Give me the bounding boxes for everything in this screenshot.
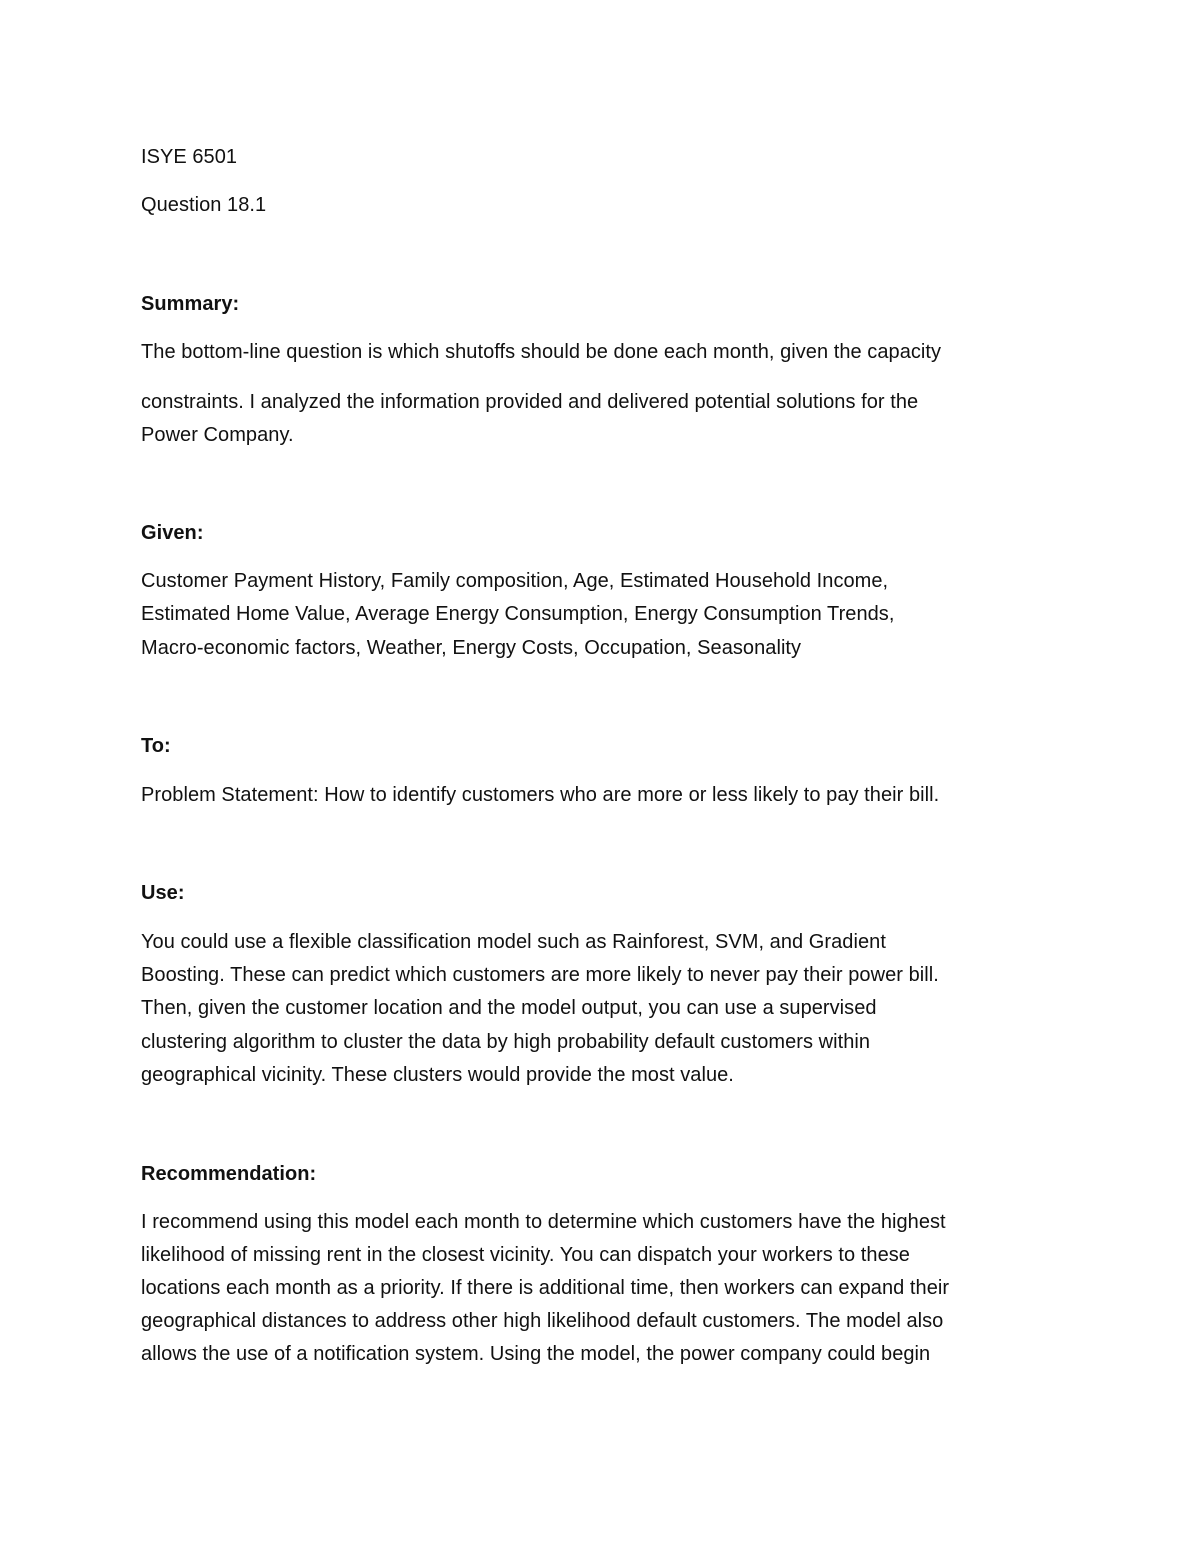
given-line: Customer Payment History, Family composition, Age, Estimated Household Income, (141, 570, 889, 592)
recommendation-line: likelihood of missing rent in the closest vicinity. You can dispatch your workers to these (141, 1244, 910, 1266)
recommendation-line: geographical distances to address other high likelihood default customers. The model also (141, 1310, 944, 1332)
to-heading: To: (141, 735, 171, 757)
use-line: You could use a flexible classification model such as Rainforest, SVM, and Gradient (141, 931, 886, 953)
use-line: Boosting. These can predict which customers are more likely to never pay their power bill. (141, 964, 939, 986)
recommendation-line: I recommend using this model each month to determine which customers have the highest (141, 1211, 946, 1233)
question-title: Question 18.1 (141, 194, 267, 216)
given-line: Estimated Home Value, Average Energy Consumption, Energy Consumption Trends, (141, 603, 895, 625)
use-line: Then, given the customer location and the model output, you can use a supervised (141, 997, 877, 1019)
summary-line: The bottom-line question is which shutoffs should be done each month, given the capacity (141, 341, 942, 363)
summary-heading: Summary: (141, 293, 240, 315)
recommendation-line: allows the use of a notification system. Using the model, the power company could begin (141, 1343, 931, 1365)
course-title: ISYE 6501 (141, 146, 238, 168)
given-line: Macro-economic factors, Weather, Energy Costs, Occupation, Seasonality (141, 637, 802, 659)
recommendation-line: locations each month as a priority. If there is additional time, then workers can expand their (141, 1277, 950, 1299)
summary-line: constraints. I analyzed the information provided and delivered potential solutions for the (141, 391, 919, 413)
use-line: geographical vicinity. These clusters would provide the most value. (141, 1064, 734, 1086)
to-line: Problem Statement: How to identify customers who are more or less likely to pay their bill. (141, 784, 940, 806)
recommendation-heading: Recommendation: (141, 1163, 317, 1185)
given-heading: Given: (141, 522, 204, 544)
use-line: clustering algorithm to cluster the data by high probability default customers within (141, 1031, 871, 1053)
use-heading: Use: (141, 882, 185, 904)
summary-line: Power Company. (141, 424, 294, 446)
